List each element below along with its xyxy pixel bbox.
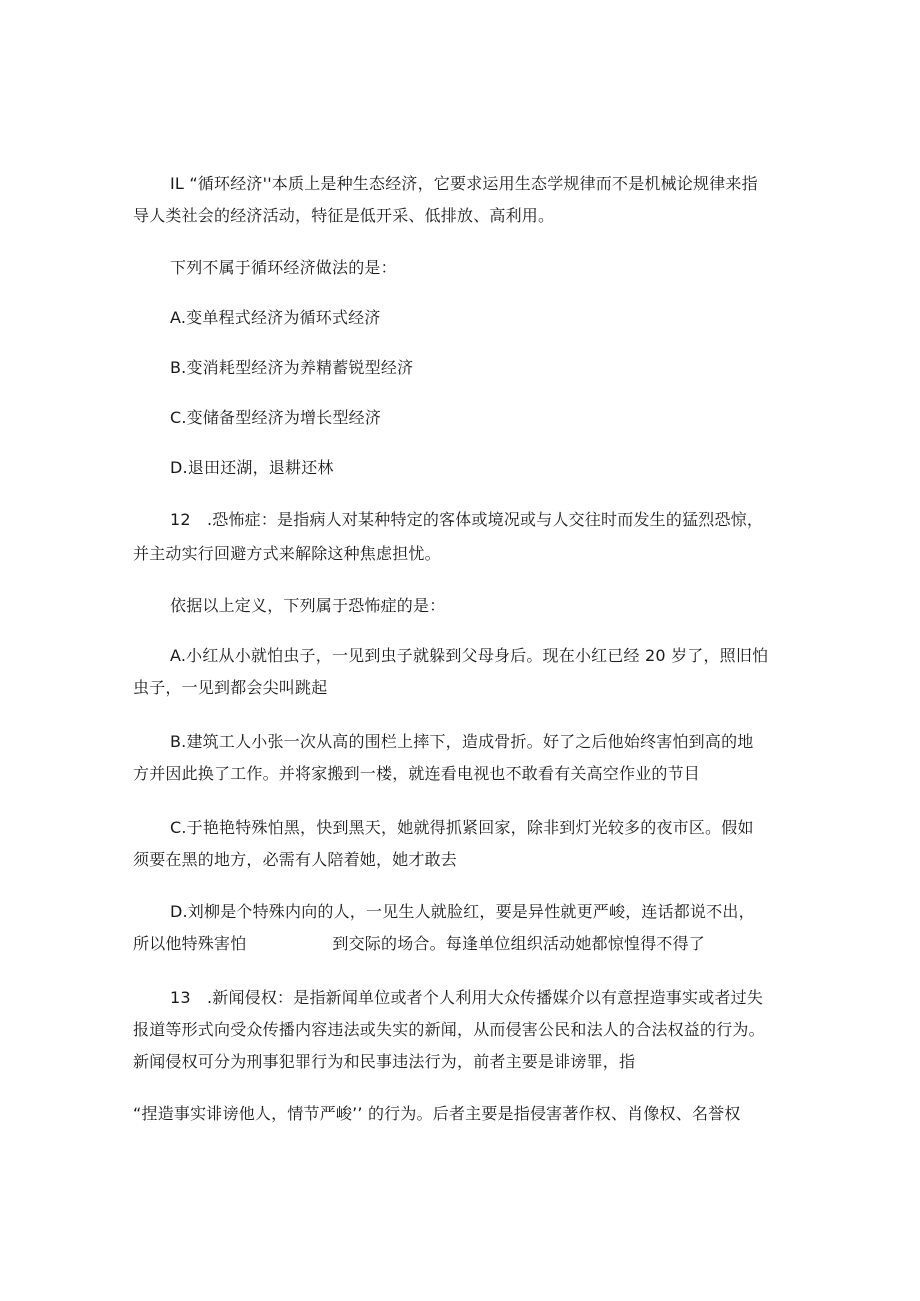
q11-option-d: D.退田还湖，退耕还林 [170,458,334,477]
q12-option-d-line-2-part-a: 所以他特殊害怕 [133,934,247,953]
q12-stem-line-1: 12 .恐怖症：是指病人对某种特定的客体或境况或与人交往时而发生的猛烈恐惊， [170,510,764,529]
q12-option-d-line-2-part-b: 到交际的场合。每逢单位组织活动她都惊惶得不得了 [332,934,706,953]
q11-option-a: A.变单程式经济为循环式经济 [170,308,381,327]
q12-option-a-line-1: A.小红从小就怕虫子，一见到虫子就躲到父母身后。现在小红已经 20 岁了，照旧怕 [170,646,769,665]
q11-stem-line-2: 导人类社会的经济活动，特征是低开采、低排放、高利用。 [133,206,555,225]
q11-stem-line-1: IL “循环经济''本质上是种生态经济，它要求运用生态学规律而不是机械论规律来指 [170,174,758,193]
q13-stem-line-3: 新闻侵权可分为刑事犯罪行为和民事违法行为，前者主要是诽谤罪，指 [133,1052,636,1071]
q12-option-c-line-1: C.于艳艳特殊怕黑，快到黑天，她就得抓紧回家，除非到灯光较多的夜市区。假如 [170,818,754,837]
q11-option-c: C.变储备型经济为增长型经济 [170,408,382,427]
q13-stem-line-1: 13 .新闻侵权：是指新闻单位或者个人利用大众传播媒介以有意捏造事实或者过失 [170,988,764,1007]
q13-stem-line-2: 报道等形式向受众传播内容违法或失实的新闻，从而侵害公民和法人的合法权益的行为。 [133,1020,765,1039]
q12-option-d-line-2 [133,934,705,954]
q12-prompt: 依据以上定义，下列属于恐怖症的是： [170,596,446,615]
q12-option-b-line-1: B.建筑工人小张一次从高的围栏上摔下，造成骨折。好了之后他始终害怕到高的地 [170,732,754,751]
q12-option-b-line-2: 方并因此换了工作。并将家搬到一楼，就连看电视也不敢看有关高空作业的节目 [133,764,701,783]
q12-option-d-line-1: D.刘柳是个特殊内向的人，一见生人就脸红，要是异性就更严峻，连话都说不出， [170,902,755,921]
q11-prompt: 下列不属于循环经济做法的是： [170,258,397,277]
q11-option-b: B.变消耗型经济为养精蓄锐型经济 [170,358,414,377]
q12-option-c-line-2: 须要在黑的地方，必需有人陪着她，她才敢去 [133,850,458,869]
q12-stem-line-2: 并主动实行回避方式来解除这种焦虑担忧。 [133,544,441,563]
q13-stem-line-4: “捏造事实诽谤他人，情节严峻’’ 的行为。后者主要是指侵害著作权、肖像权、名誉权 [133,1104,741,1123]
q12-option-a-line-2: 虫子，一见到都会尖叫跳起 [133,678,328,697]
